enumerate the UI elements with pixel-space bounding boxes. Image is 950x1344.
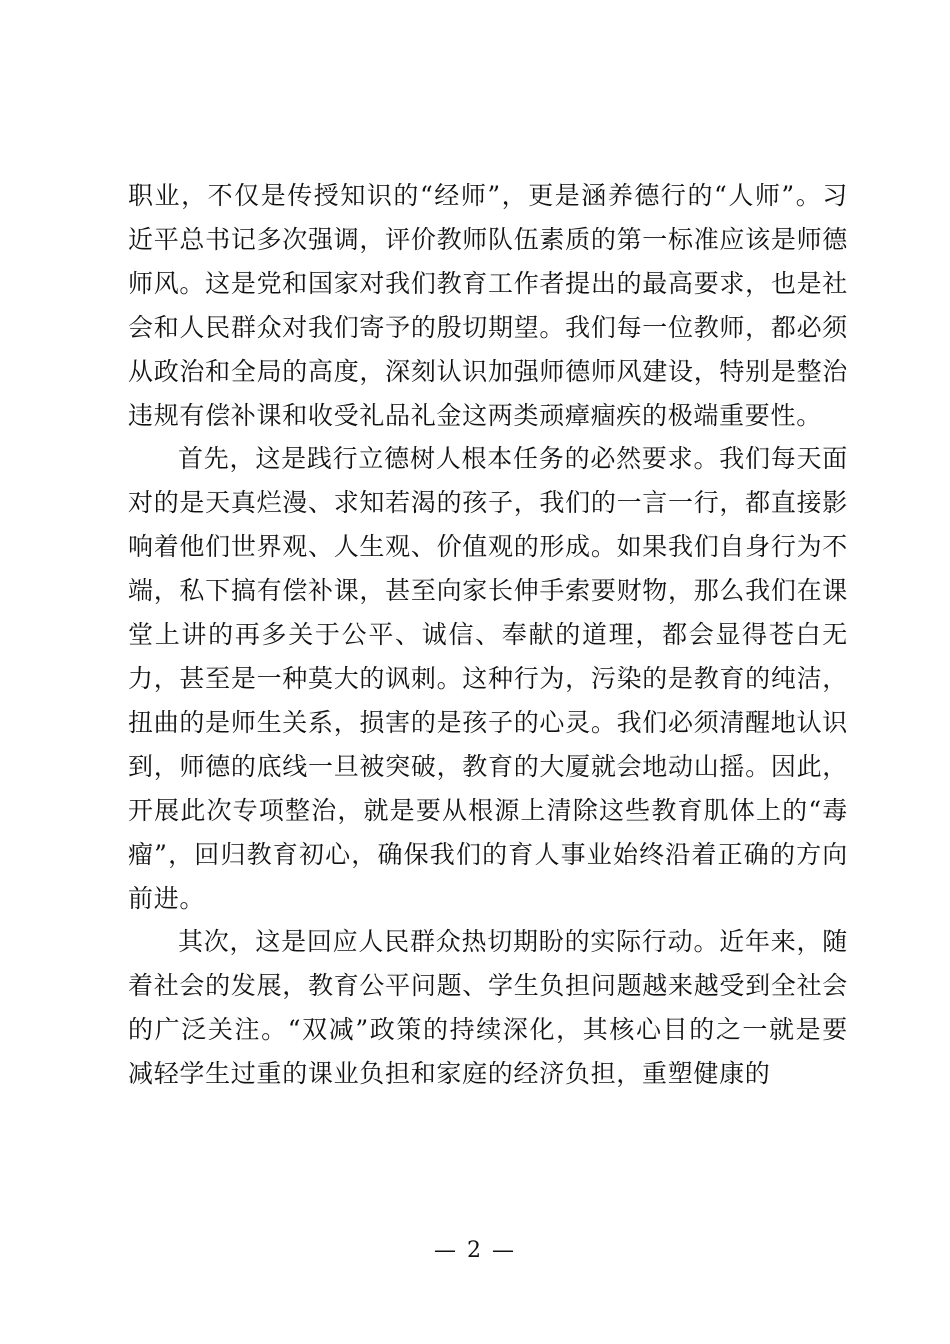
paragraph-1: 职业，不仅是传授知识的“经师”，更是涵养德行的“人师”。习近平总书记多次强调，评价教师队伍素质的第一标准应该是师德师风。这是党和国家对我们教育工作者提出的最高要求，也是社会和人民群众对我们寄予的殷切期望。我们每一位教师，都必须从政治和全局的高度，深刻认识加强师德师风建设，特别是整治违规有偿补课和收受礼品礼金这两类顽瘴痼疾的极端重要性。 bbox=[128, 181, 848, 430]
body-text bbox=[128, 174, 848, 1096]
paragraph-2: 首先，这是践行立德树人根本任务的必然要求。我们每天面对的是天真烂漫、求知若渴的孩子，我们的一言一行，都直接影响着他们世界观、人生观、价值观的形成。如果我们自身行为不端，私下搞有偿补课，甚至向家长伸手索要财物，那么我们在课堂上讲的再多关于公平、诚信、奉献的道理，都会显得苍白无力，甚至是一种莫大的讽刺。这种行为，污染的是教育的纯洁，扭曲的是师生关系，损害的是孩子的心灵。我们必须清醒地认识到，师德的底线一旦被突破，教育的大厦就会地动山摇。因此，开展此次专项整治，就是要从根源上清除这些教育肌体上的“毒瘤”，回归教育初心，确保我们的育人事业始终沿着正确的方向前进。 bbox=[128, 444, 848, 913]
page-number: — 2 — bbox=[434, 1238, 516, 1263]
paragraph-3: 其次，这是回应人民群众热切期盼的实际行动。近年来，随着社会的发展，教育公平问题、学生负担问题越来越受到全社会的广泛关注。“双减”政策的持续深化，其核心目的之一就是要减轻学生过重的课业负担和家庭的经济负担，重塑健康的 bbox=[128, 927, 848, 1089]
